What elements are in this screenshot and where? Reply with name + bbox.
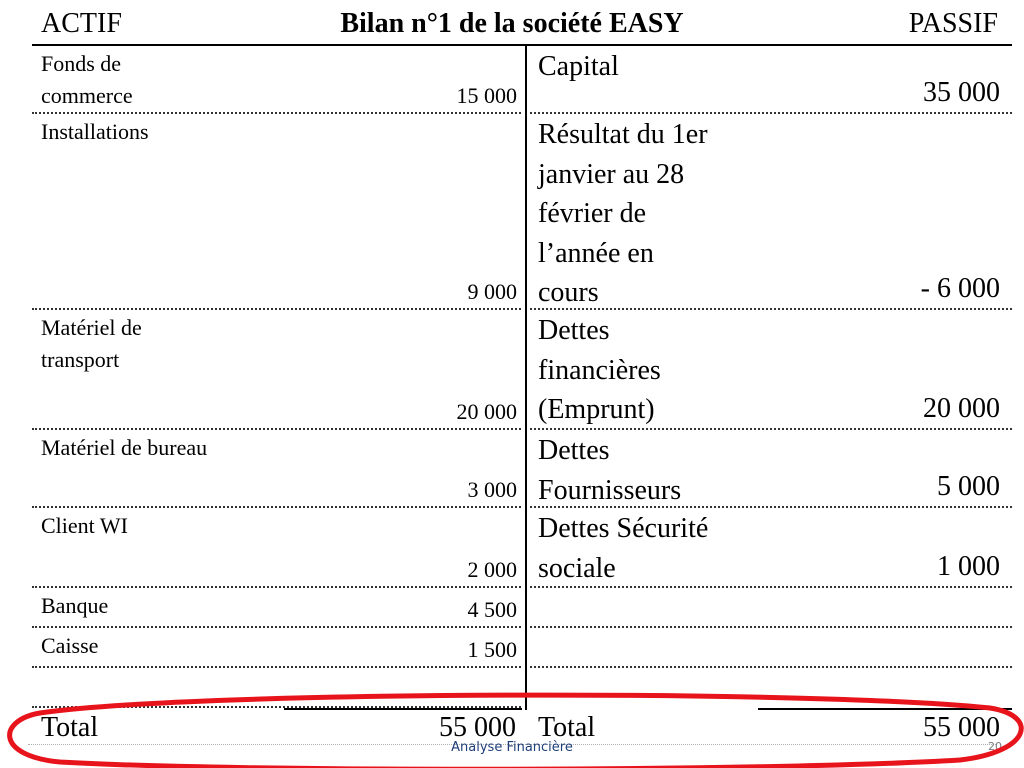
actif-row-value: 15 000 [456,83,517,108]
passif-total-label: Total [538,712,596,743]
passif-row-value: 1 000 [937,550,1000,582]
page-number: 20 [988,740,1002,753]
actif-row-label: Installations [41,119,149,144]
actif-row-installations [32,114,521,310]
passif-header: PASSIF [908,8,998,39]
passif-row-empty [530,668,1012,708]
actif-header: ACTIF [41,8,122,39]
balance-sheet-title: Bilan n°1 de la société EASY [340,8,684,39]
passif-row-value: 35 000 [923,76,1000,108]
passif-row-resultat [530,114,1012,310]
actif-row-value: 1 500 [467,637,517,662]
actif-row-fonds-de-commerce [32,46,521,114]
passif-row-value: - 6 000 [920,272,1000,304]
actif-row-client-wi [32,508,521,588]
actif-row-label: Caisse [41,633,99,658]
actif-row-value: 20 000 [456,399,517,424]
passif-row-empty [530,628,1012,668]
actif-total-value: 55 000 [439,712,516,743]
actif-row-value: 9 000 [467,279,517,304]
actif-row-label: Client WI [41,513,128,538]
actif-row-label: Banque [41,593,109,618]
passif-row-label: Dettes financières (Emprunt) [538,315,661,425]
actif-row-label: Matériel de bureau [41,435,208,460]
actif-row-caisse [32,628,521,668]
actif-row-materiel-de-transport [32,310,521,430]
actif-row-empty [32,668,521,708]
footer-text: Analyse Financière [451,740,573,755]
passif-row-value: 5 000 [937,470,1000,502]
passif-total-value: 55 000 [923,712,1000,743]
passif-row-capital [530,46,1012,114]
passif-row-label: Dettes Sécurité sociale [538,513,709,584]
passif-row-value: 20 000 [923,392,1000,424]
actif-total-label: Total [41,712,99,743]
actif-row-label: Matériel de transport [41,315,142,372]
passif-row-label: Résultat du 1er janvier au 28 février de l’année en cours [538,119,708,308]
passif-row-empty [530,588,1012,628]
actif-row-label: Fonds de commerce [41,51,133,108]
actif-row-value: 3 000 [467,477,517,502]
passif-row-label: Dettes Fournisseurs [538,435,682,506]
passif-row-dettes-securite-sociale [530,508,1012,588]
passif-row-dettes-financieres [530,310,1012,430]
actif-row-value: 4 500 [467,597,517,622]
actif-row-banque [32,588,521,628]
passif-row-label: Capital [538,51,619,82]
actif-row-value: 2 000 [467,557,517,582]
center-divider [525,46,527,710]
actif-row-materiel-de-bureau [32,430,521,508]
passif-row-dettes-fournisseurs [530,430,1012,508]
